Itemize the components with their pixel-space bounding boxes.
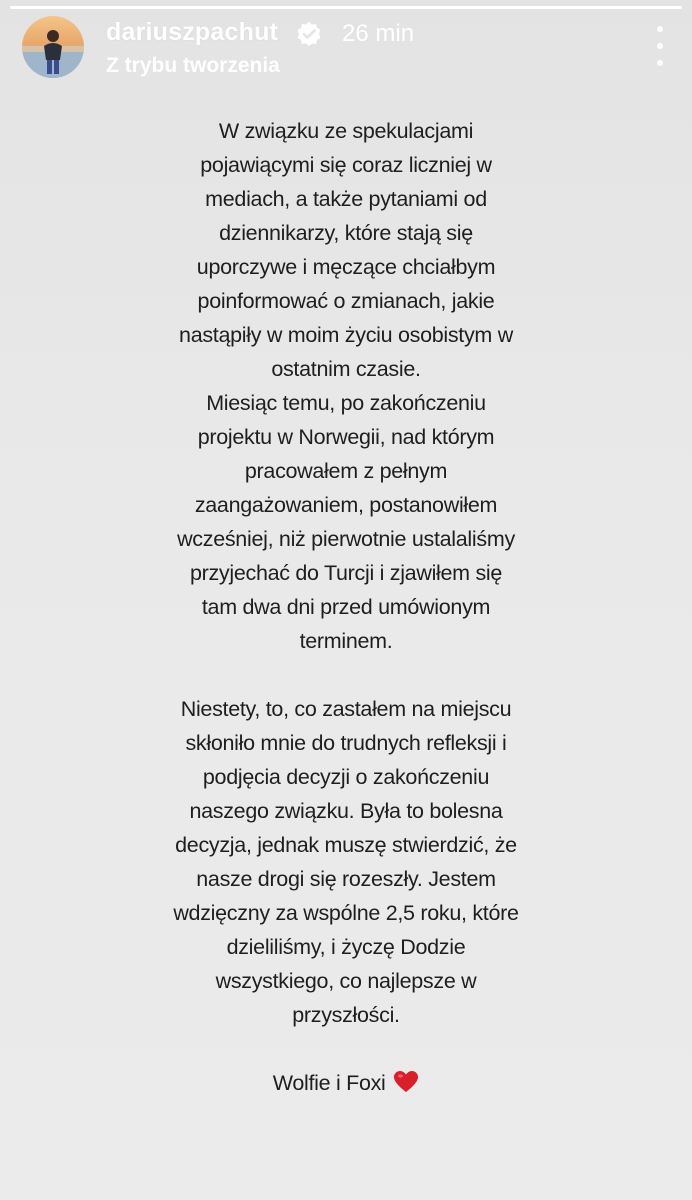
story-text-block (60, 114, 632, 1100)
more-vertical-icon[interactable] (650, 26, 670, 66)
username[interactable]: dariuszpachut (106, 18, 279, 46)
post-time: 26 min (342, 20, 415, 47)
red-heart-icon (393, 1070, 419, 1094)
avatar[interactable] (22, 16, 84, 78)
story-signature-line (60, 1066, 632, 1100)
verified-badge-icon (296, 21, 322, 47)
story-header (22, 16, 670, 80)
story-source-label: Z trybu tworzenia (106, 54, 280, 77)
more-dot (657, 26, 663, 32)
story-progress-bar (10, 6, 682, 9)
story-progress-fill (10, 6, 682, 9)
more-dot (657, 43, 663, 49)
story-paragraph: Niestety, to, co zastałem na miejscu skłoniło mnie do trudnych refleksji i podjęcia decyzji o zakończeniu naszego związku. Była to bolesna decyzja, jednak muszę stwierdzić, że nasze drogi się rozeszły. Jestem wdzięczny za wspólne 2,5 roku, które dzieliliśmy, i życzę Dodzie wszystkiego, co najlepsze w przyszłości. (173, 697, 519, 1027)
story-paragraph: W związku ze spekulacjami pojawiącymi się coraz liczniej w mediach, a także pytaniami od dziennikarzy, które stają się uporczywe i męczące chciałbym poinformować o zmianach, jakie nastąpiły w moim życiu osobistym w ostatnim czasie. Miesiąc temu, po zakończeniu projektu w Norwegii, nad którym pracowałem z pełnym zaangażowaniem, postanowiłem wcześniej, niż pierwotnie ustalaliśmy przyjechać do Turcji i zjawiłem się tam dwa dni przed umówionym terminem. (177, 119, 515, 653)
story-signature: Wolfie i Foxi (272, 1071, 386, 1095)
more-dot (657, 60, 663, 66)
